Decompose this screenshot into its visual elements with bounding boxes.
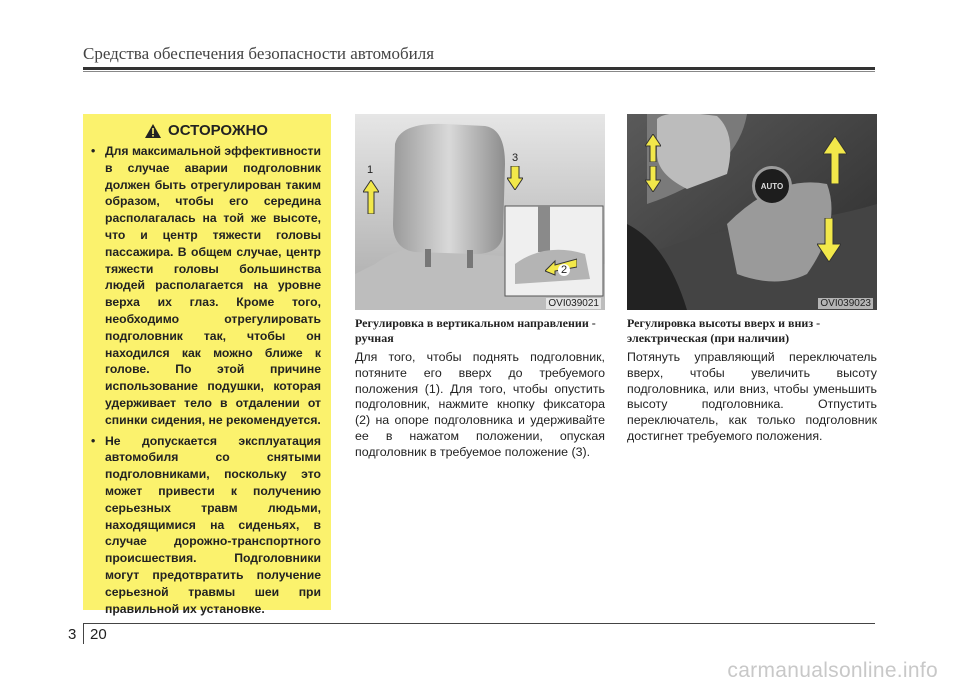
warning-item: • Не допускается эксплуатация автомобиля со снятыми подголовниками, поскольку это может привести к получению серьезных травм людьми, находящимися на сиденьях, в случае дорожно-транспортного происшествия. Подголовники могут предотвратить получение серьезной травмы шеи при правильной их установке.	[91, 433, 321, 618]
section-title: Регулировка в вертикальном направлении - ручная	[355, 316, 596, 345]
headrest-manual-photo	[355, 114, 605, 310]
manual-adjust-section	[355, 316, 605, 461]
footer-divider	[83, 624, 84, 644]
callout-2: 2	[558, 264, 570, 276]
headrest-electric-photo	[627, 114, 877, 310]
section-title: Регулировка высоты вверх и вниз - электрическая (при наличии)	[627, 316, 821, 345]
warning-heading	[91, 122, 321, 139]
warning-item: • Для максимальной эффективности в случае аварии подголовник должен быть отрегулирован таким образом, чтобы его середина располагалась на той же высоте, что и центр тяжести головы пассажира. В общем случае, центр тяжести головы большинства людей располагается на уровне верха их глаз. Кроме того, необходимо отрегулировать подголовник так, чтобы он находился как можно ближе к голове. По этой причине использование подушки, которая удерживает тело в отдалении от спинки сидения, не рекомендуется.	[91, 143, 321, 429]
up-arrow-left	[645, 134, 661, 162]
callout-3: 3	[512, 152, 519, 164]
down-arrow-left	[645, 166, 661, 192]
header-rule	[83, 67, 875, 70]
watermark: carmanualsonline.info	[727, 659, 938, 682]
page-header-title: Средства обеспечения безопасности автомобиля	[83, 44, 435, 63]
up-arrow-right	[823, 136, 847, 184]
electric-adjust-section	[627, 316, 877, 445]
section-text: Для того, чтобы поднять подголовник, потяните его вверх до требуемого положения (1). Для того, чтобы опустить подголовник, нажмите кнопку фиксатора (2) на опоре подголовника и удерживайте ее в нажатом положении, опуская подголовник в требуемое положение (3).	[355, 350, 605, 459]
section-text: Потянуть управляющий переключатель вверх, чтобы увеличить высоту подголовника, или вниз, чтобы уменьшить высоту подголовника. Отпустить переключатель, как только подголовник достигнет требуемого положения.	[627, 350, 877, 443]
headrest-down-arrow	[507, 166, 523, 190]
page-number: 20	[90, 626, 107, 643]
warning-list	[91, 143, 321, 617]
warning-box	[83, 114, 331, 616]
down-arrow-right	[817, 218, 841, 262]
callout-1: 1	[367, 164, 374, 176]
image-code: OVI039021	[548, 298, 599, 309]
warning-triangle-icon	[144, 123, 162, 139]
auto-button-label: AUTO	[760, 181, 784, 191]
footer-rule	[83, 623, 875, 624]
auto-button	[752, 166, 792, 206]
chapter-number: 3	[68, 626, 77, 643]
warning-title: ОСТОРОЖНО	[168, 122, 268, 139]
header-rule-thin	[83, 71, 875, 72]
headrest-up-arrow	[363, 180, 379, 214]
image-code: OVI039023	[820, 298, 871, 309]
